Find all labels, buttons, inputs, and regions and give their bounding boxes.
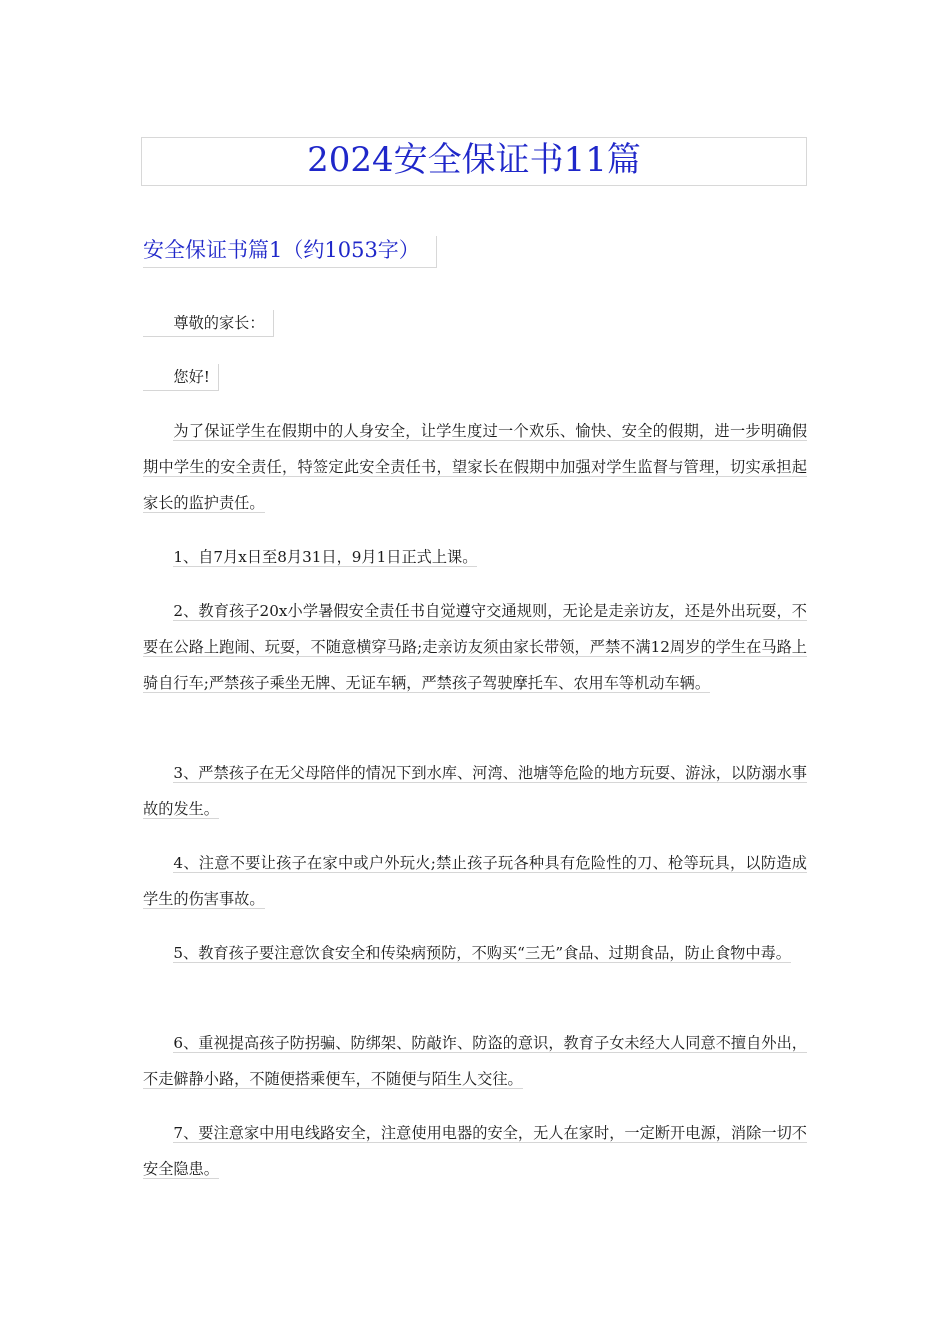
paragraph-item-3 (143, 755, 807, 827)
paragraph-item-2-text: 2、教育孩子20x小学暑假安全责任书自觉遵守交通规则，无论是走亲访友，还是外出玩耍，不要在公路上跑闹、玩耍，不随意横穿马路;走亲访友须由家长带领，严禁不满12周岁的学生在马路上骑自行车;严禁孩子乘坐无牌、无证车辆，严禁孩子驾驶摩托车、农用车等机动车辆。 (143, 602, 807, 692)
section-heading: 安全保证书篇1（约1053字） (143, 236, 437, 268)
paragraph-item-4 (143, 845, 807, 917)
paragraph-item-4-text: 4、注意不要让孩子在家中或户外玩火;禁止孩子玩各种具有危险性的刀、枪等玩具，以防造成学生的伤害事故。 (143, 854, 807, 908)
paragraph-item-1-text: 1、自7月x日至8月31日，9月1日正式上课。 (173, 548, 478, 566)
paragraph-intro (143, 413, 807, 521)
paragraph-item-1 (143, 539, 807, 575)
hello-text: 您好! (173, 368, 210, 386)
document-title: 2024安全保证书11篇 (141, 137, 807, 186)
paragraph-item-5 (143, 935, 807, 971)
paragraph-item-7-text: 7、要注意家中用电线路安全，注意使用电器的安全，无人在家时，一定断开电源，消除一切不安全隐患。 (143, 1124, 807, 1178)
hello-line (143, 364, 219, 391)
paragraph-item-7 (143, 1115, 807, 1187)
paragraph-item-3-text: 3、严禁孩子在无父母陪伴的情况下到水库、河湾、池塘等危险的地方玩耍、游泳，以防溺水事故的发生。 (143, 764, 807, 818)
greeting-line (143, 310, 274, 337)
paragraph-item-5-text: 5、教育孩子要注意饮食安全和传染病预防，不购买“三无”食品、过期食品，防止食物中毒。 (173, 944, 791, 962)
paragraph-item-2 (143, 593, 807, 701)
paragraph-item-6 (143, 1025, 807, 1097)
paragraph-intro-text: 为了保证学生在假期中的人身安全，让学生度过一个欢乐、愉快、安全的假期，进一步明确假期中学生的安全责任，特签定此安全责任书，望家长在假期中加强对学生监督与管理，切实承担起家长的监护责任。 (143, 422, 807, 512)
greeting-text: 尊敬的家长： (173, 314, 265, 332)
paragraph-item-6-text: 6、重视提高孩子防拐骗、防绑架、防敲诈、防盗的意识，教育子女未经大人同意不擅自外出，不走僻静小路，不随便搭乘便车，不随便与陌生人交往。 (143, 1034, 807, 1088)
